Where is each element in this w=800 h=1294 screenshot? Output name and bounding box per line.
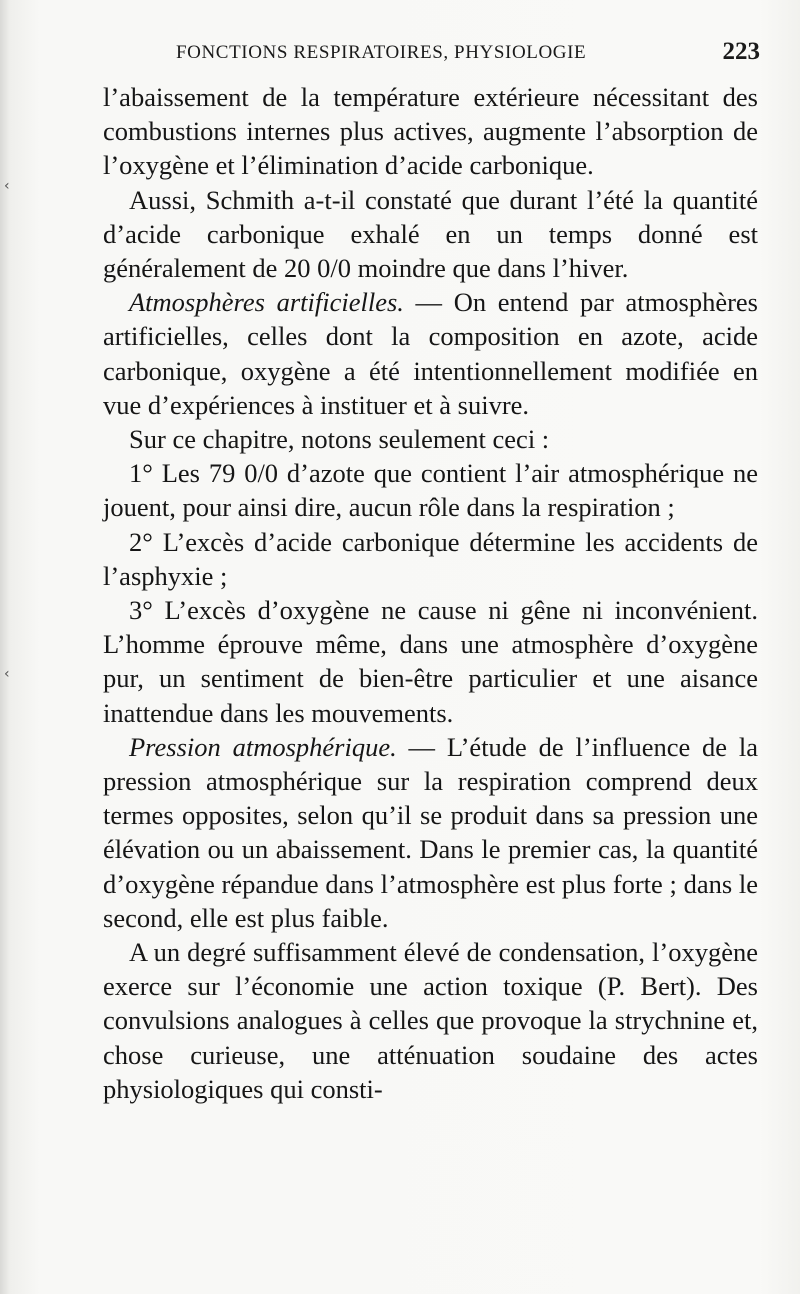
page-header: [170, 38, 760, 72]
paragraph: [103, 285, 758, 422]
list-item: [103, 456, 758, 524]
paragraph-text: l’abaissement de la température extérieure nécessitant des combustions internes plus actives, augmente l’absorption de l’oxygène et l’élimination d’acide carbonique.: [103, 82, 758, 181]
section-title: Atmosphères artificielles.: [129, 287, 404, 318]
running-head: FONCTIONS RESPIRATOIRES, PHYSIOLOGIE: [176, 42, 587, 63]
section-title: Pression atmosphérique.: [129, 731, 397, 762]
body-text: [103, 80, 758, 1106]
list-item: [103, 593, 758, 730]
list-item-text: 2° L’excès d’acide carbonique détermine les accidents de l’asphyxie ;: [103, 526, 758, 591]
paragraph: [103, 935, 758, 1106]
paragraph: [103, 422, 758, 456]
paragraph: [103, 80, 758, 183]
paragraph-text: — L’étude de l’influence de la pression atmosphérique sur la respiration comprend deux termes opposites, selon qu’il se produit dans sa pression une élévation ou un abaissement. Dans le premier cas, la quantité d’oxygène répandue dans l’atmosphère est plus forte ; dans le second, elle est plus faible.: [103, 731, 758, 933]
margin-mark-icon: ‹: [4, 178, 10, 194]
paragraph: [103, 730, 758, 935]
list-item-text: 1° Les 79 0/0 d’azote que contient l’air atmosphérique ne jouent, pour ainsi dire, aucun rôle dans la respiration ;: [103, 458, 758, 523]
margin-mark-icon: ‹: [4, 666, 10, 682]
paragraph-text: Sur ce chapitre, notons seulement ceci :: [129, 424, 550, 455]
paragraph-text: — On entend par atmosphères artificielles, celles dont la composition en azote, acide carbonique, oxygène a été intentionnellement modifiée en vue d’expériences à instituer et à suivre.: [103, 287, 758, 420]
list-item: [103, 525, 758, 593]
list-item-text: 3° L’excès d’oxygène ne cause ni gêne ni inconvénient. L’homme éprouve même, dans une atmosphère d’oxygène pur, un sentiment de bien-être particulier et une aisance inattendue dans les mouvements.: [103, 595, 758, 728]
paragraph: [103, 183, 758, 286]
paragraph-text: A un degré suffisamment élevé de condensation, l’oxygène exerce sur l’économie une action toxique (P. Bert). Des convulsions analogues à celles que provoque la strychnine et, chose curieuse, une atténuation soudaine des actes physiologiques qui consti-: [103, 937, 758, 1104]
paragraph-text: Aussi, Schmith a-t-il constaté que durant l’été la quantité d’acide carbonique exhalé en un temps donné est généralement de 20 0/0 moindre que dans l’hiver.: [103, 184, 758, 284]
page-number: 223: [722, 38, 760, 65]
